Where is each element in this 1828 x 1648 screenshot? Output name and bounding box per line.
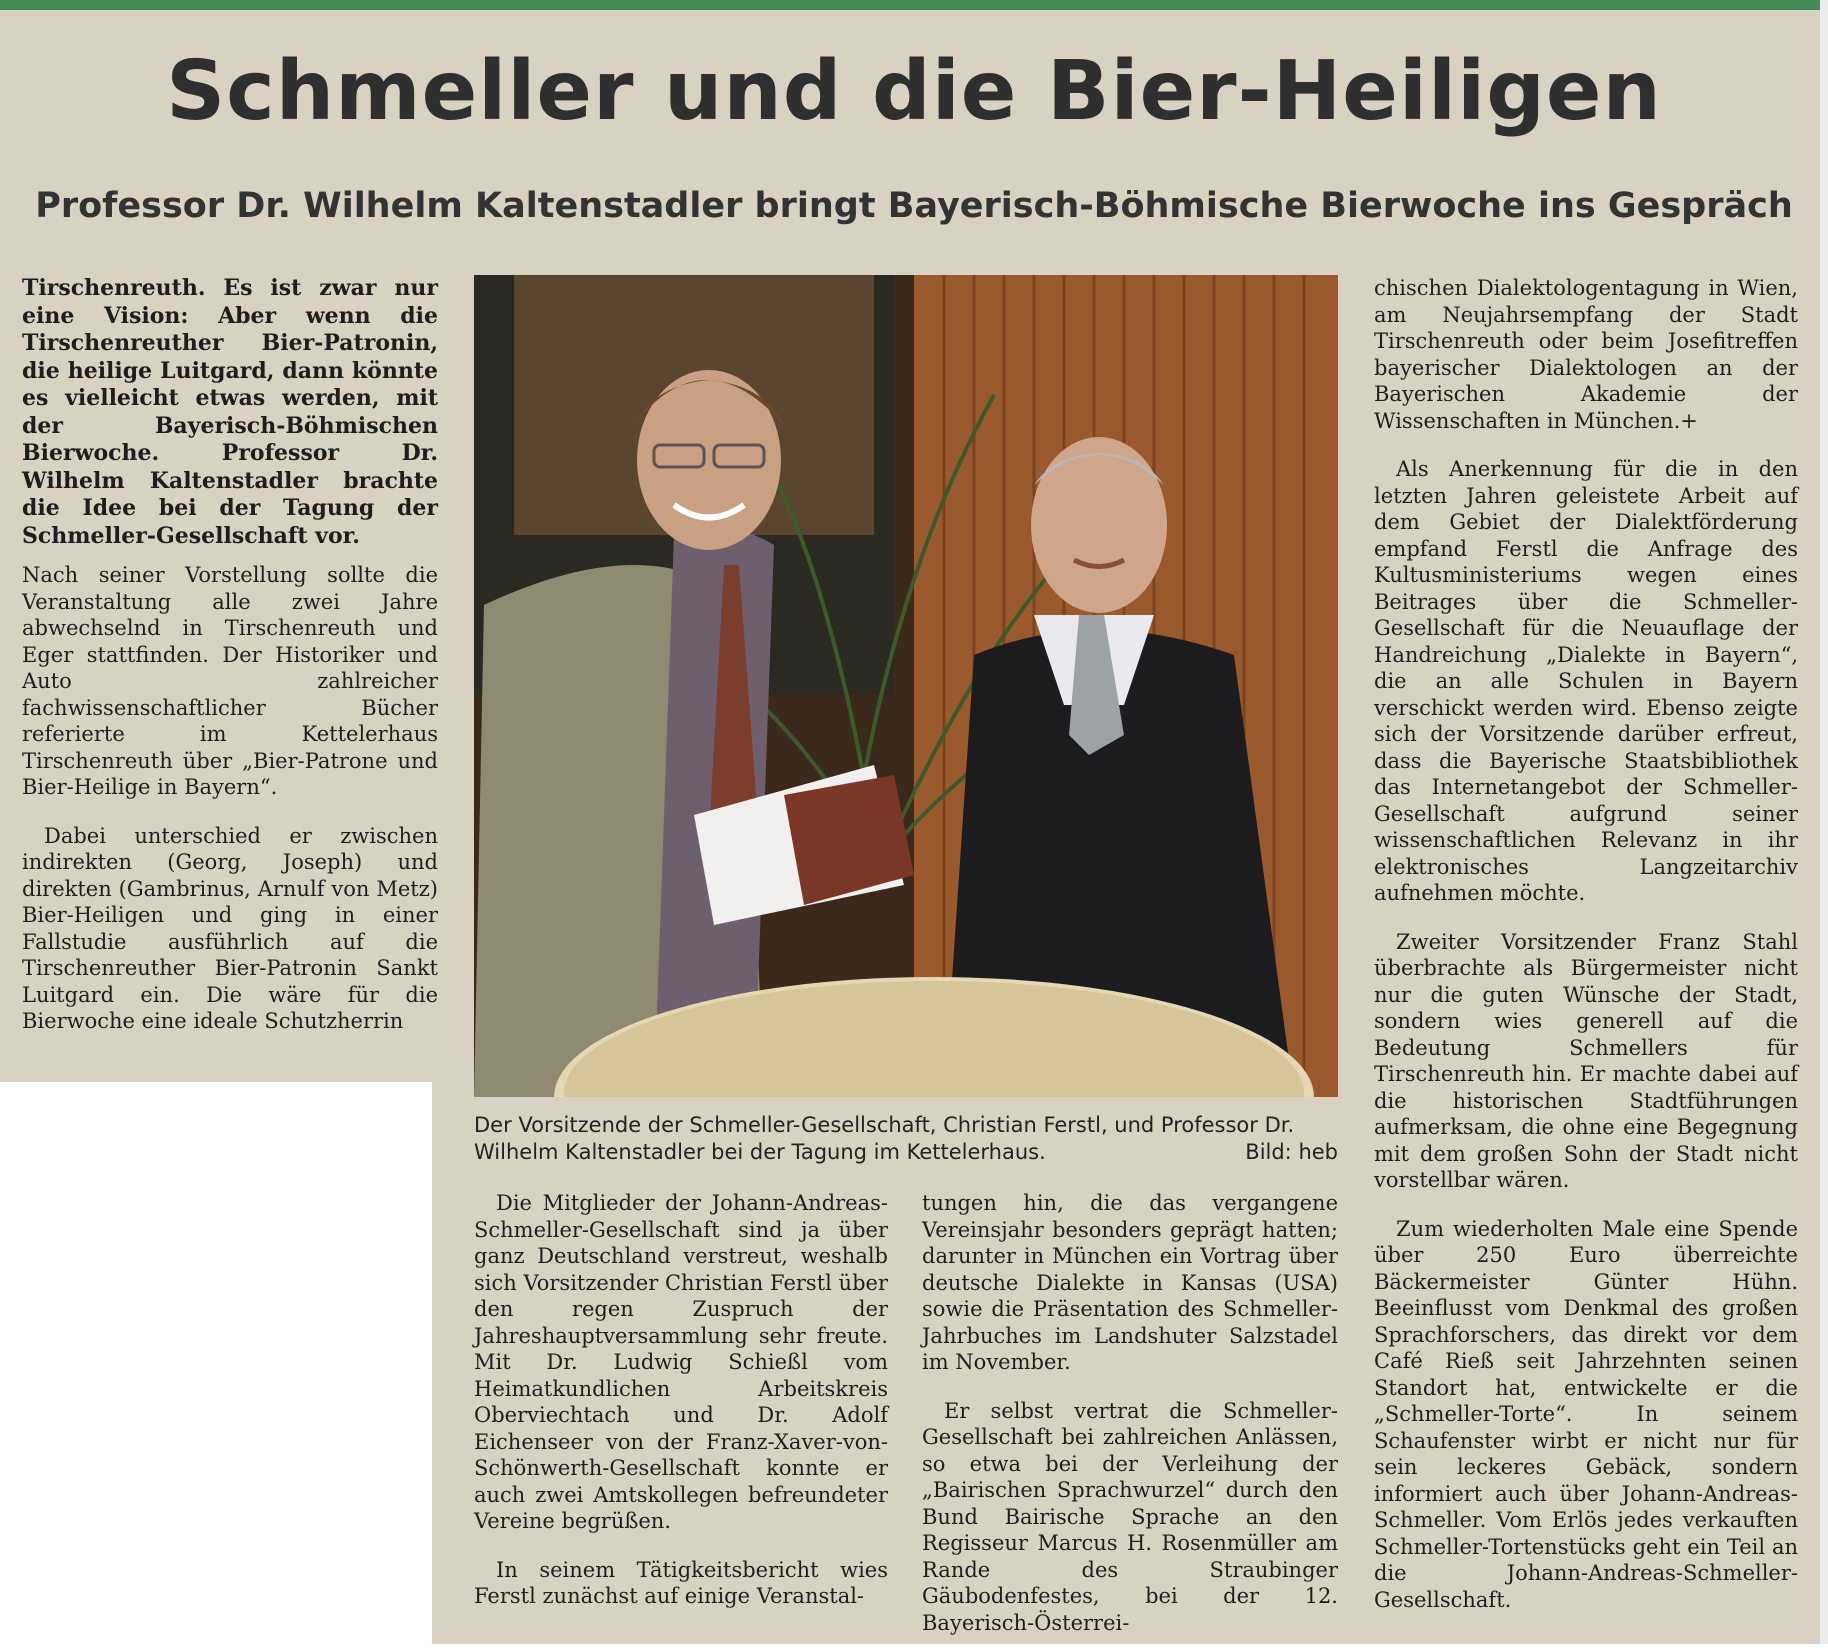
headline: Schmeller und die Bier-Heiligen (166, 44, 1662, 139)
scan-edge (1820, 0, 1828, 1644)
right-column (1374, 275, 1798, 1625)
body-paragraph: Er selbst vertrat die Schmeller-Gesellschaft bei zahlreichen Anlässen, so etwa bei der Verleihung der „Bairischen Sprachwurzel“ durch den Bund Bairische Sprache an den Regisseur Marcus H. Rosenmüller am Rande des Straubinger Gäubodenfestes, bei der 12. Bayerisch-Österrei- (922, 1398, 1338, 1635)
lead-paragraph: Tirschenreuth. Es ist zwar nur eine Vision: Aber wenn die Tirschenreuther Bier-Patronin, die heilige Luitgard, dann könnte es vielleicht etwas werden, mit der Bayerisch-Böhmischen Bierwoche. Professor Dr. Wilhelm Kaltenstadler brachte die Idee bei der Tagung der Schmeller-Gesellschaft vor. (22, 275, 438, 549)
middle-column-1 (474, 1190, 888, 1622)
body-paragraph: chischen Dialektologentagung in Wien, am Neujahrsempfang der Stadt Tirschenreuth oder beim Josefitreffen bayerischer Dialektologen an der Bayerischen Akademie der Wissenschaften in München.+ (1374, 276, 1798, 433)
body-paragraph: tungen hin, die das vergangene Vereinsjahr besonders geprägt hatten; darunter in München ein Vortrag über deutsche Dialekte in Kansas (USA) sowie die Präsentation des Schmeller-Jahrbuches im Landshuter Salzstadel im November. (922, 1191, 1338, 1374)
body-paragraph: Als Anerkennung für die in den letzten Jahren geleistete Arbeit auf dem Gebiet der Dialektförderung empfand Ferstl die Anfrage des Kultusministeriums wegen eines Beitrages über die Schmeller-Gesellschaft für die Neuauflage der Handreichung „Dialekte in Bayern“, die an alle Schulen in Bayern verschickt werden wird. Ebenso zeigte sich der Vorsitzende darüber erfreut, dass die Bayerische Staatsbibliothek das Internetangebot der Schmeller-Gesellschaft aufgrund seiner wissenschaftlichen Relevanz in ihr elektronisches Langzeitarchiv aufnehmen möchte. (1374, 457, 1798, 905)
blank-paper-patch (0, 1082, 432, 1644)
top-edge-band (0, 0, 1828, 10)
photo-caption (474, 1112, 1338, 1166)
article-photo (474, 275, 1338, 1097)
middle-column-2 (922, 1190, 1338, 1648)
body-paragraph: Die Mitglieder der Johann-Andreas-Schmeller-Gesellschaft sind ja über ganz Deutschland verstreut, weshalb sich Vorsitzender Christian Ferstl über den regen Zuspruch der Jahreshauptversammlung sehr freute. Mit Dr. Ludwig Schießl vom Heimatkundlichen Arbeitskreis Oberviechtach und Dr. Adolf Eichenseer von der Franz-Xaver-von-Schönwerth-Gesellschaft konnte er auch zwei Amtskollegen befreundeter Vereine begrüßen. (474, 1191, 888, 1533)
body-paragraph: In seinem Tätigkeitsbericht wies Ferstl zunächst auf einige Veranstal- (474, 1557, 888, 1608)
body-paragraph: Zweiter Vorsitzender Franz Stahl überbrachte als Bürgermeister nicht nur die guten Wünsche der Stadt, sondern wies generell auf die Bedeutung Schmellers für Tirschenreuth hin. Er machte dabei auf die historischen Stadtführungen aufmerksam, die ohne eine Begegnung mit dem großen Sohn der Stadt nicht vorstellbar wären. (1374, 929, 1798, 1192)
left-column (22, 275, 438, 1047)
photo-illustration (474, 275, 1338, 1097)
body-paragraph: Nach seiner Vorstellung sollte die Veranstaltung alle zwei Jahre abwechselnd in Tirschenreuth und Eger stattfinden. Der Historiker und Auto zahlreicher fachwissenschaftlicher Bücher referierte im Kettelerhaus Tirschenreuth über „Bier-Patrone und Bier-Heilige in Bayern“. (22, 563, 438, 799)
body-paragraph: Zum wiederholten Male eine Spende über 250 Euro überreichte Bäckermeister Günter Hühn. Beeinflusst vom Denkmal des großen Sprachforschers, das direkt vor dem Café Rieß seit Jahrzehnten seinen Standort hat, entwickelte er die „Schmeller-Torte“. In seinem Schaufenster wirbt er nicht nur für sein leckeres Gebäck, sondern informiert auch über Johann-Andreas- Schmeller. Vom Erlös jedes verkauften Schmeller-Tortenstücks geht ein Teil an die Johann-Andreas-Schmeller-Gesellschaft. (1374, 1216, 1798, 1612)
caption-text: Der Vorsitzende der Schmeller-Gesellschaft, Christian Ferstl, und Professor Dr. Wilhelm Kaltenstadler bei der Tagung im Kettelerhaus. (474, 1113, 1295, 1164)
photo-credit: Bild: heb (1245, 1140, 1338, 1164)
subheadline: Professor Dr. Wilhelm Kaltenstadler bringt Bayerisch-Böhmische Bierwoche ins Gespräch (35, 186, 1793, 226)
body-paragraph: Dabei unterschied er zwischen indirekten (Georg, Joseph) und direkten (Gambrinus, Arnulf von Metz) Bier-Heiligen und ging in einer Fallstudie ausführlich auf die Tirschenreuther Bier-Patronin Sankt Luitgard ein. Die wäre für die Bierwoche eine ideale Schutzherrin (22, 823, 438, 1033)
